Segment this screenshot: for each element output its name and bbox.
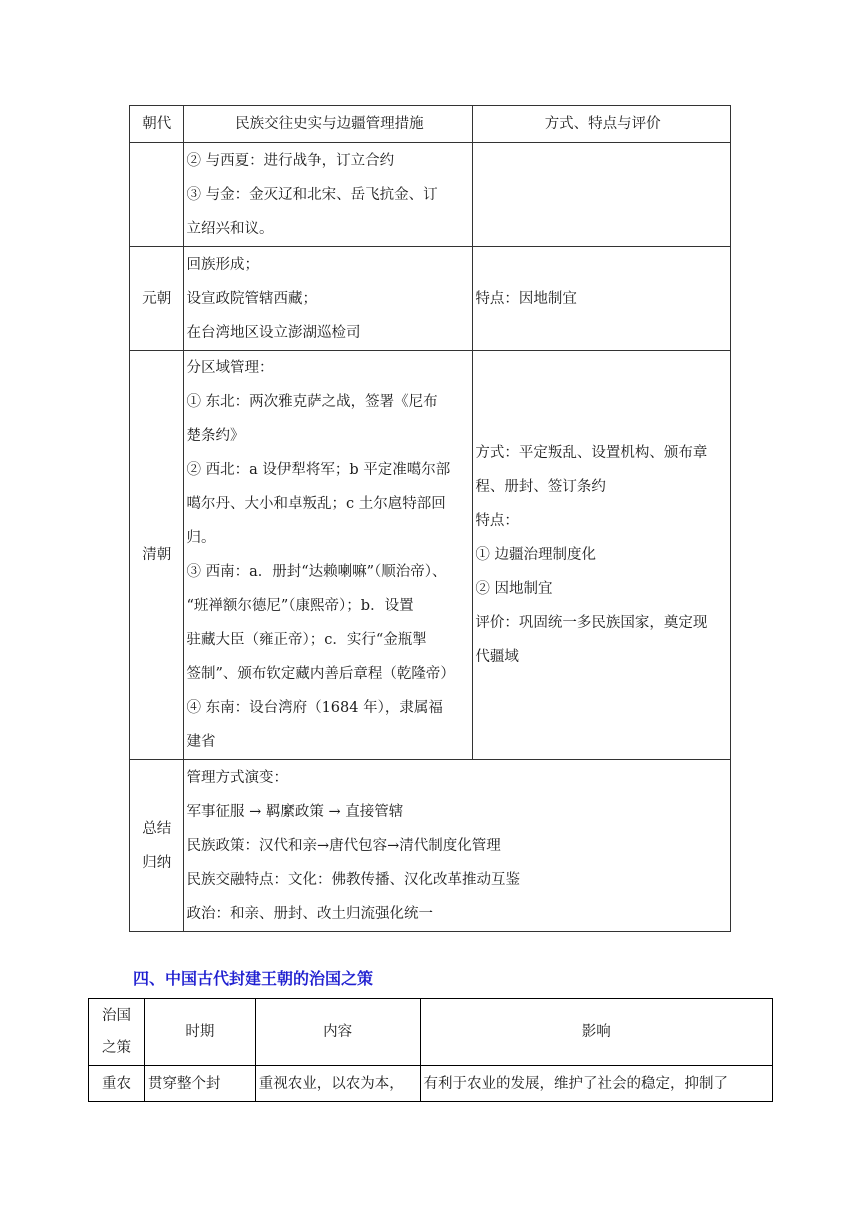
governance-policy-table — [88, 998, 773, 1102]
policy-cell: 重农 — [89, 1066, 145, 1102]
dynasty-cell — [130, 760, 184, 932]
dynasty-cell — [130, 143, 184, 247]
text-line: 建省 — [186, 734, 216, 750]
text-line: 归。 — [186, 530, 216, 546]
text-line: ② 西北：a 设伊犁将军；b 平定准噶尔部 — [186, 462, 451, 478]
text-line: ① 边疆治理制度化 — [475, 547, 596, 563]
header-policy — [89, 999, 145, 1066]
text-line: 程、册封、签订条约 — [475, 479, 606, 495]
text-line: 特点： — [475, 513, 519, 529]
text-line: 之策 — [101, 1040, 131, 1056]
measures-cell — [184, 143, 473, 247]
text-line: 设宣政院管辖西藏； — [186, 290, 317, 307]
text-line: ③ 西南：a．册封“达赖喇嘛”（顺治帝）、 — [186, 564, 447, 580]
evaluation-cell — [473, 143, 731, 247]
impact-cell: 有利于农业的发展，维护了社会的稳定，抑制了 — [420, 1066, 772, 1102]
header-period: 时期 — [144, 999, 255, 1066]
evaluation-cell — [473, 351, 731, 760]
text-line: 治国 — [101, 1008, 131, 1024]
header-content: 内容 — [255, 999, 420, 1066]
text-line: “班禅额尔德尼”（康熙帝）；b．设置 — [186, 598, 414, 614]
text-line: ① 东北：两次雅克萨之战，签署《尼布 — [186, 394, 438, 410]
text-line: ② 与西夏：进行战争，订立合约 — [186, 152, 395, 169]
text-line: 方式：平定叛乱、设置机构、颁布章 — [475, 445, 708, 461]
text-line: 政治：和亲、册封、改土归流强化统一 — [186, 905, 433, 922]
table-header-row — [89, 999, 773, 1066]
dynasty-cell: 元朝 — [130, 247, 184, 351]
text-line: 立绍兴和议。 — [186, 220, 274, 237]
dynasty-cell: 清朝 — [130, 351, 184, 760]
table-header-row — [130, 106, 731, 143]
evaluation-cell: 特点：因地制宜 — [473, 247, 731, 351]
text-line: 回族形成； — [186, 256, 259, 273]
header-evaluation: 方式、特点与评价 — [473, 106, 731, 143]
text-line: 归纳 — [142, 854, 172, 871]
text-line: 代疆域 — [475, 649, 519, 665]
text-line: 总结 — [142, 820, 172, 837]
section-title: 四、中国古代封建王朝的治国之策 — [133, 969, 374, 988]
header-dynasty: 朝代 — [130, 106, 184, 143]
content-cell: 重视农业，以农为本， — [255, 1066, 420, 1102]
header-impact: 影响 — [420, 999, 772, 1066]
text-line: 评价：巩固统一多民族国家，奠定现 — [475, 615, 708, 631]
summary-cell — [184, 760, 731, 932]
period-cell: 贯穿整个封 — [144, 1066, 255, 1102]
measures-cell — [184, 247, 473, 351]
ethnic-relations-table — [129, 105, 731, 932]
text-line: ② 因地制宜 — [475, 581, 553, 597]
text-line: ④ 东南：设台湾府（1684 年），隶属福 — [186, 700, 443, 716]
text-line: 分区域管理： — [186, 360, 274, 376]
table-row-qing — [130, 351, 731, 760]
table-row — [89, 1066, 773, 1102]
table-row-song — [130, 143, 731, 247]
text-line: 驻藏大臣（雍正帝）；c．实行“金瓶掣 — [186, 632, 427, 648]
text-line: ③ 与金：金灭辽和北宋、岳飞抗金、订 — [186, 186, 438, 203]
text-line: 管理方式演变： — [186, 769, 288, 786]
text-line: 军事征服 → 羁縻政策 → 直接管辖 — [186, 803, 404, 820]
text-line: 民族交融特点：文化：佛教传播、汉化改革推动互鉴 — [186, 871, 520, 888]
text-line: 签制”、颁布钦定藏内善后章程（乾隆帝） — [186, 666, 455, 682]
table-row-summary — [130, 760, 731, 932]
text-line: 噶尔丹、大小和卓叛乱；c 土尔扈特部回 — [186, 496, 446, 512]
measures-cell — [184, 351, 473, 760]
table-row-yuan — [130, 247, 731, 351]
text-line: 楚条约》 — [186, 428, 245, 444]
header-measures: 民族交往史实与边疆管理措施 — [184, 106, 473, 143]
text-line: 在台湾地区设立澎湖巡检司 — [186, 324, 361, 341]
text-line: 民族政策：汉代和亲→唐代包容→清代制度化管理 — [186, 837, 501, 854]
